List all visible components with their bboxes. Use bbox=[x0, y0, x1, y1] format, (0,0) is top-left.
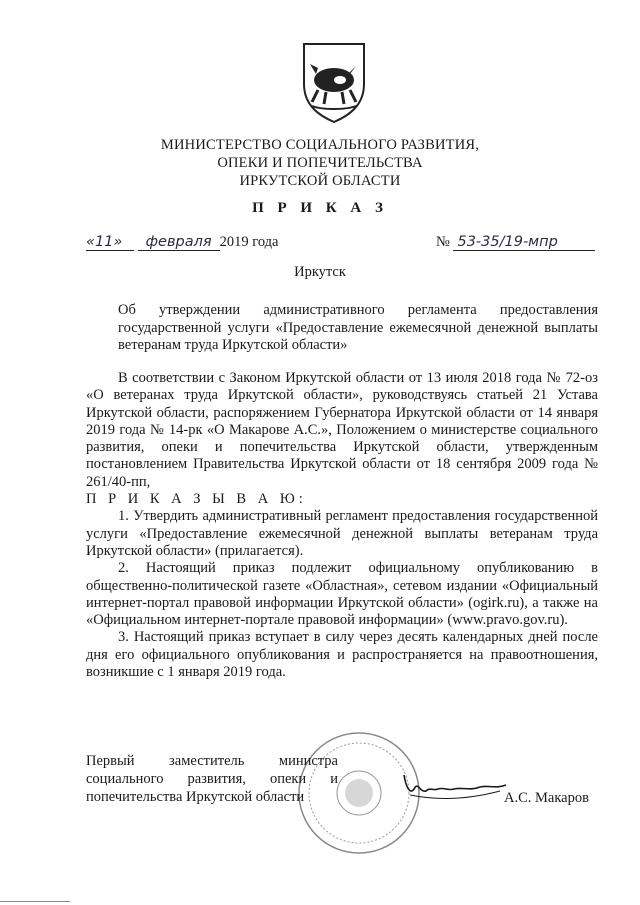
order-command: П Р И К А З Ы В А Ю: bbox=[86, 491, 307, 508]
signatory-position bbox=[86, 752, 338, 806]
handwritten-signature-icon bbox=[400, 765, 510, 805]
footer-divider bbox=[0, 901, 70, 902]
preamble-paragraph: В соответствии с Законом Иркутской области от 13 июля 2018 года № 72-оз «О ветеранах труда Иркутской области», руководствуясь статьей 21 Устава Иркутской области, распоряжением Губернатора Иркутской области от 14 января 2019 года № 14-рк «О Макарове А.С.», Положением о министерстве социального развития, опеки и попечительства Иркутской области, утвержденным постановлением Правительства Иркутской области от 18 сентября 2009 года № 261/40-пп, bbox=[86, 370, 598, 490]
ministry-name-line1: МИНИСТЕРСТВО СОЦИАЛЬНОГО РАЗВИТИЯ, bbox=[160, 137, 480, 153]
date-year: 2019 года bbox=[219, 234, 279, 250]
number-prefix: № bbox=[436, 234, 450, 250]
order-subject: Об утверждении административного регламента предоставления государственной услуги «Предоставление ежемесячной денежной выплаты ветеранам труда Иркутской области» bbox=[118, 302, 598, 353]
signatory-position-line3: попечительства Иркутской области bbox=[86, 789, 305, 805]
number-handwritten: 53-35/19-мпр bbox=[453, 235, 595, 251]
date-day-handwritten: «11» bbox=[86, 235, 134, 251]
city-name: Иркутск bbox=[294, 264, 346, 280]
coat-of-arms-icon bbox=[296, 40, 372, 124]
date-month-handwritten: февраля bbox=[138, 235, 220, 251]
order-date bbox=[86, 234, 278, 251]
order-item-2: 2. Настоящий приказ подлежит официальному опубликованию в общественно-политической газете «Областная», сетевом издании «Официальный интернет-портал правовой информации Иркутской области» (ogirk.ru), а также на «Официальном интернет-портале правовой информации» (www.pravo.gov.ru). bbox=[86, 560, 598, 629]
ministry-name-line2: ОПЕКИ И ПОПЕЧИТЕЛЬСТВА bbox=[217, 155, 423, 171]
signatory-position-line1: Первый заместитель министра bbox=[86, 753, 338, 769]
order-number bbox=[436, 234, 595, 251]
order-item-3: 3. Настоящий приказ вступает в силу через десять календарных дней после дня его официального опубликования и распространяется на правоотношения, возникшие с 1 января 2019 года. bbox=[86, 629, 598, 681]
signatory-name: А.С. Макаров bbox=[504, 790, 589, 806]
ministry-name-line3: ИРКУТСКОЙ ОБЛАСТИ bbox=[239, 173, 401, 189]
signatory-position-line2: социального развития, опеки и bbox=[86, 771, 338, 787]
document-type-title: П Р И К А З bbox=[252, 200, 388, 216]
order-item-1: 1. Утвердить административный регламент предоставления государственной услуги «Предоставление ежемесячной денежной выплаты ветеранам труда Иркутской области» (прилагается). bbox=[86, 508, 598, 559]
order-body bbox=[86, 370, 598, 681]
